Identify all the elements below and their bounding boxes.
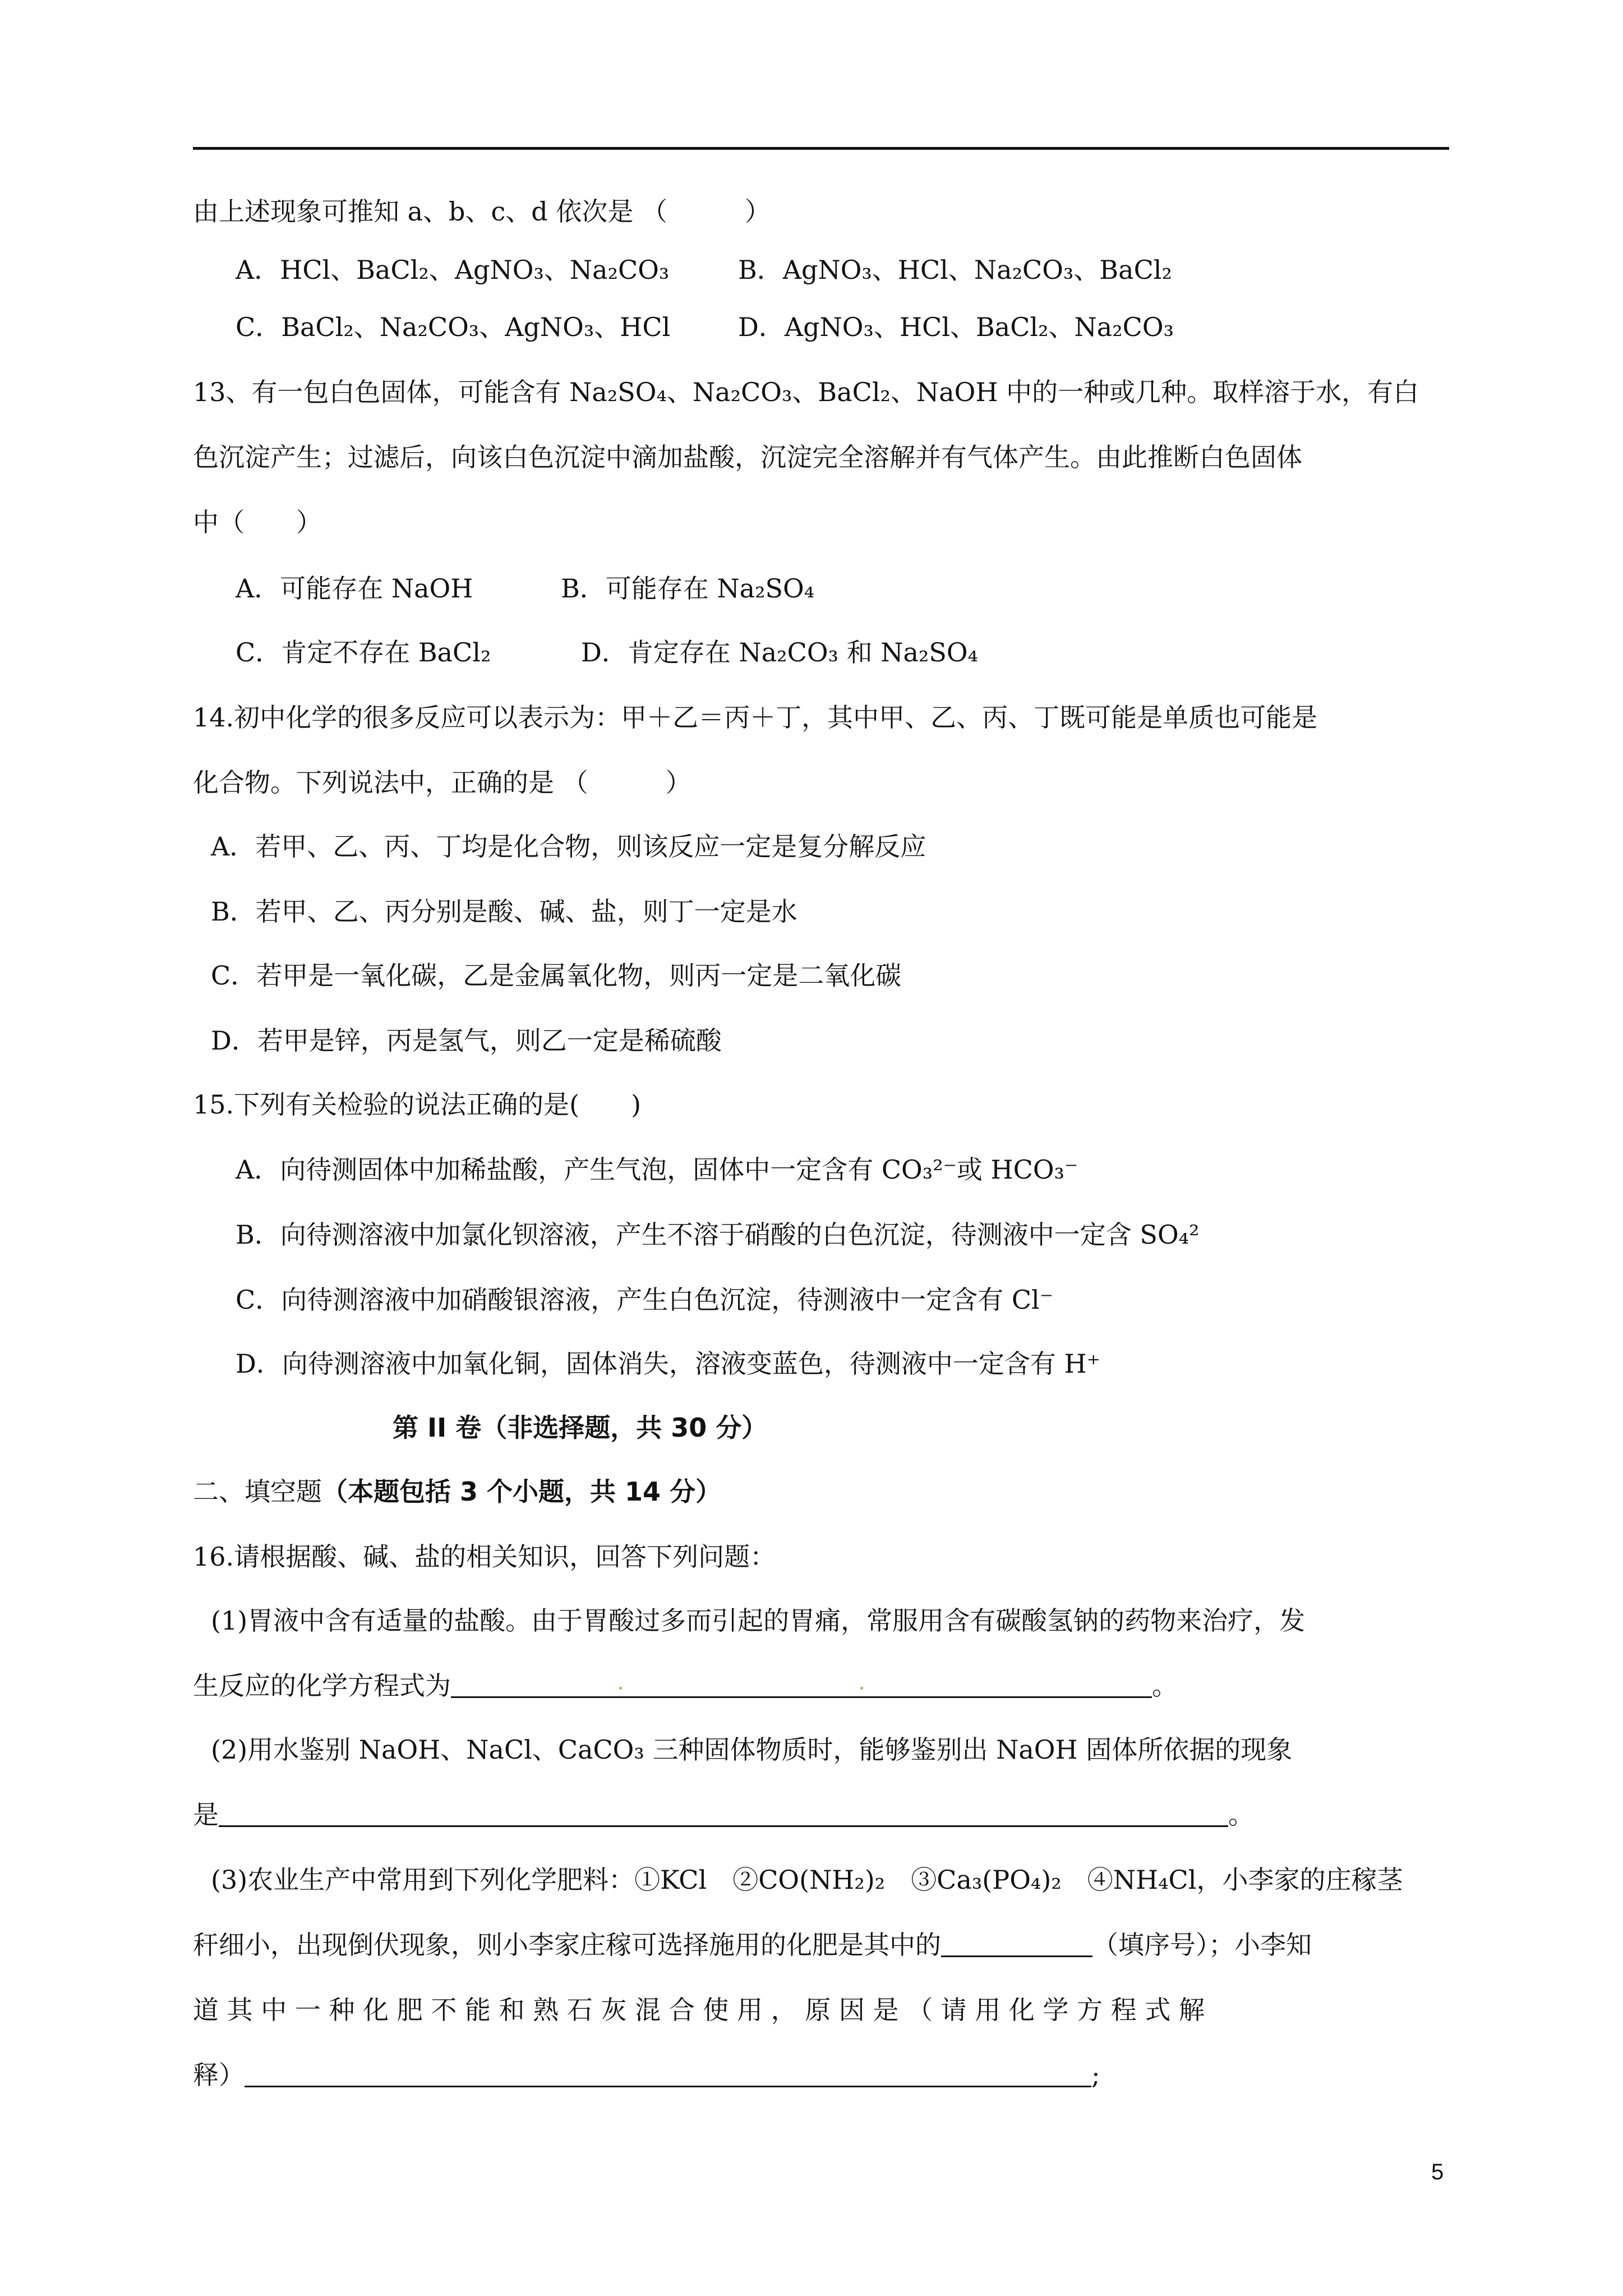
q14-line-2: 化合物。下列说法中，正确的是 （ ） — [193, 767, 691, 798]
q13-option-d: D．肯定存在 Na₂CO₃ 和 Na₂SO₄ — [581, 637, 978, 668]
q16-part3-explain-prompt: 释） — [193, 2060, 245, 2090]
q16-part1-line-1: (1)胃液中含有适量的盐酸。由于胃酸过多而引起的胃痛，常服用含有碳酸氢钠的药物来治疗，发 — [211, 1605, 1306, 1636]
q15-stem: 15.下列有关检验的说法正确的是( ) — [193, 1089, 642, 1120]
q16-stem: 16.请根据酸、碱、盐的相关知识，回答下列问题： — [193, 1542, 776, 1572]
q13-line-3: 中（ ） — [193, 507, 322, 537]
q16-part2-line-1: (2)用水鉴别 NaOH、NaCl、CaCO₃ 三种固体物质时，能够鉴别出 NaOH 固体所依据的现象 — [211, 1734, 1293, 1765]
q16-part3-line-3: 道 其 中 一 种 化 肥 不 能 和 熟 石 灰 混 合 使 用 ， 原 因 是 （ 请 用 化 学 方 程 式 解 — [193, 1995, 1205, 2025]
q16-part1-end: 。 — [1152, 1671, 1178, 1701]
q12-option-d: D．AgNO₃、HCl、BaCl₂、Na₂CO₃ — [738, 312, 1174, 342]
q16-part3-hint: （填序号）；小李知 — [1092, 1930, 1312, 1960]
q13-option-b: B．可能存在 Na₂SO₄ — [561, 573, 815, 604]
q14-option-d: D．若甲是锌，丙是氢气，则乙一定是稀硫酸 — [211, 1025, 722, 1056]
q12-stem: 由上述现象可推知 a、b、c、d 依次是 （ ） — [193, 196, 771, 227]
q16-part1-prompt: 生反应的化学方程式为 — [193, 1671, 451, 1701]
q16-part2-prompt: 是 — [193, 1800, 219, 1830]
q14-option-b: B．若甲、乙、丙分别是酸、碱、盐，则丁一定是水 — [211, 896, 797, 927]
q16-part3-line-1: (3)农业生产中常用到下列化学肥料：①KCl ②CO(NH₂)₂ ③Ca₃(PO₄)₂ ④NH₄Cl，小李家的庄稼茎 — [211, 1865, 1403, 1895]
q12-option-a: A．HCl、BaCl₂、AgNO₃、Na₂CO₃ — [236, 255, 670, 285]
q16-part1-answer-blank[interactable] — [451, 1674, 1152, 1698]
section-2-heading-plain: 二、填空题 — [193, 1476, 322, 1507]
q12-option-c: C．BaCl₂、Na₂CO₃、AgNO₃、HCl — [236, 312, 671, 342]
q13-option-c: C．肯定不存在 BaCl₂ — [236, 637, 491, 668]
q16-part3-line-2 — [193, 1932, 1312, 1958]
q16-part3-fertilizer-blank[interactable] — [941, 1933, 1092, 1957]
q16-part3-end: ; — [1091, 2060, 1100, 2090]
q16-part3-equation-blank[interactable] — [245, 2063, 1091, 2087]
q14-option-a: A．若甲、乙、丙、丁均是化合物，则该反应一定是复分解反应 — [211, 831, 926, 862]
q15-option-a: A．向待测固体中加稀盐酸，产生气泡，固体中一定含有 CO₃²⁻或 HCO₃⁻ — [236, 1154, 1078, 1185]
page-number: 5 — [1431, 2160, 1444, 2184]
header-rule — [193, 147, 1449, 150]
q13-line-2: 色沉淀产生；过滤后，向该白色沉淀中滴加盐酸，沉淀完全溶解并有气体产生。由此推断白色固体 — [193, 442, 1302, 472]
q13-line-1: 13、有一包白色固体，可能含有 Na₂SO₄、Na₂CO₃、BaCl₂、NaOH 中的一种或几种。取样溶于水，有白 — [193, 377, 1419, 407]
q15-option-d: D．向待测溶液中加氧化铜，固体消失，溶液变蓝色，待测液中一定含有 H⁺ — [236, 1349, 1100, 1379]
q16-part2-answer-blank[interactable] — [219, 1803, 1228, 1827]
q16-part2-end: 。 — [1228, 1800, 1254, 1830]
q16-part3-prompt: 秆细小，出现倒伏现象，则小李家庄稼可选择施用的化肥是其中的 — [193, 1930, 941, 1960]
section-2-heading-bold: （本题包括 3 个小题，共 14 分） — [322, 1476, 722, 1507]
q16-part1-line-2 — [193, 1673, 1178, 1699]
q15-option-b: B．向待测溶液中加氯化钡溶液，产生不溶于硝酸的白色沉淀，待测液中一定含 SO₄² — [236, 1220, 1200, 1250]
q14-line-1: 14.初中化学的很多反应可以表示为：甲＋乙＝丙＋丁，其中甲、乙、丙、丁既可能是单质也可能是 — [193, 702, 1318, 733]
q14-option-c: C．若甲是一氧化碳，乙是金属氧化物，则丙一定是二氧化碳 — [211, 960, 902, 991]
section-2-title: 第 II 卷（非选择题，共 30 分） — [393, 1412, 768, 1443]
q16-part3-line-4 — [193, 2062, 1100, 2088]
section-2-heading — [193, 1476, 722, 1507]
q12-option-b: B．AgNO₃、HCl、Na₂CO₃、BaCl₂ — [738, 255, 1172, 285]
q15-option-c: C．向待测溶液中加硝酸银溶液，产生白色沉淀，待测液中一定含有 Cl⁻ — [236, 1285, 1054, 1315]
q16-part2-line-2 — [193, 1802, 1254, 1828]
q13-option-a: A．可能存在 NaOH — [236, 573, 473, 604]
